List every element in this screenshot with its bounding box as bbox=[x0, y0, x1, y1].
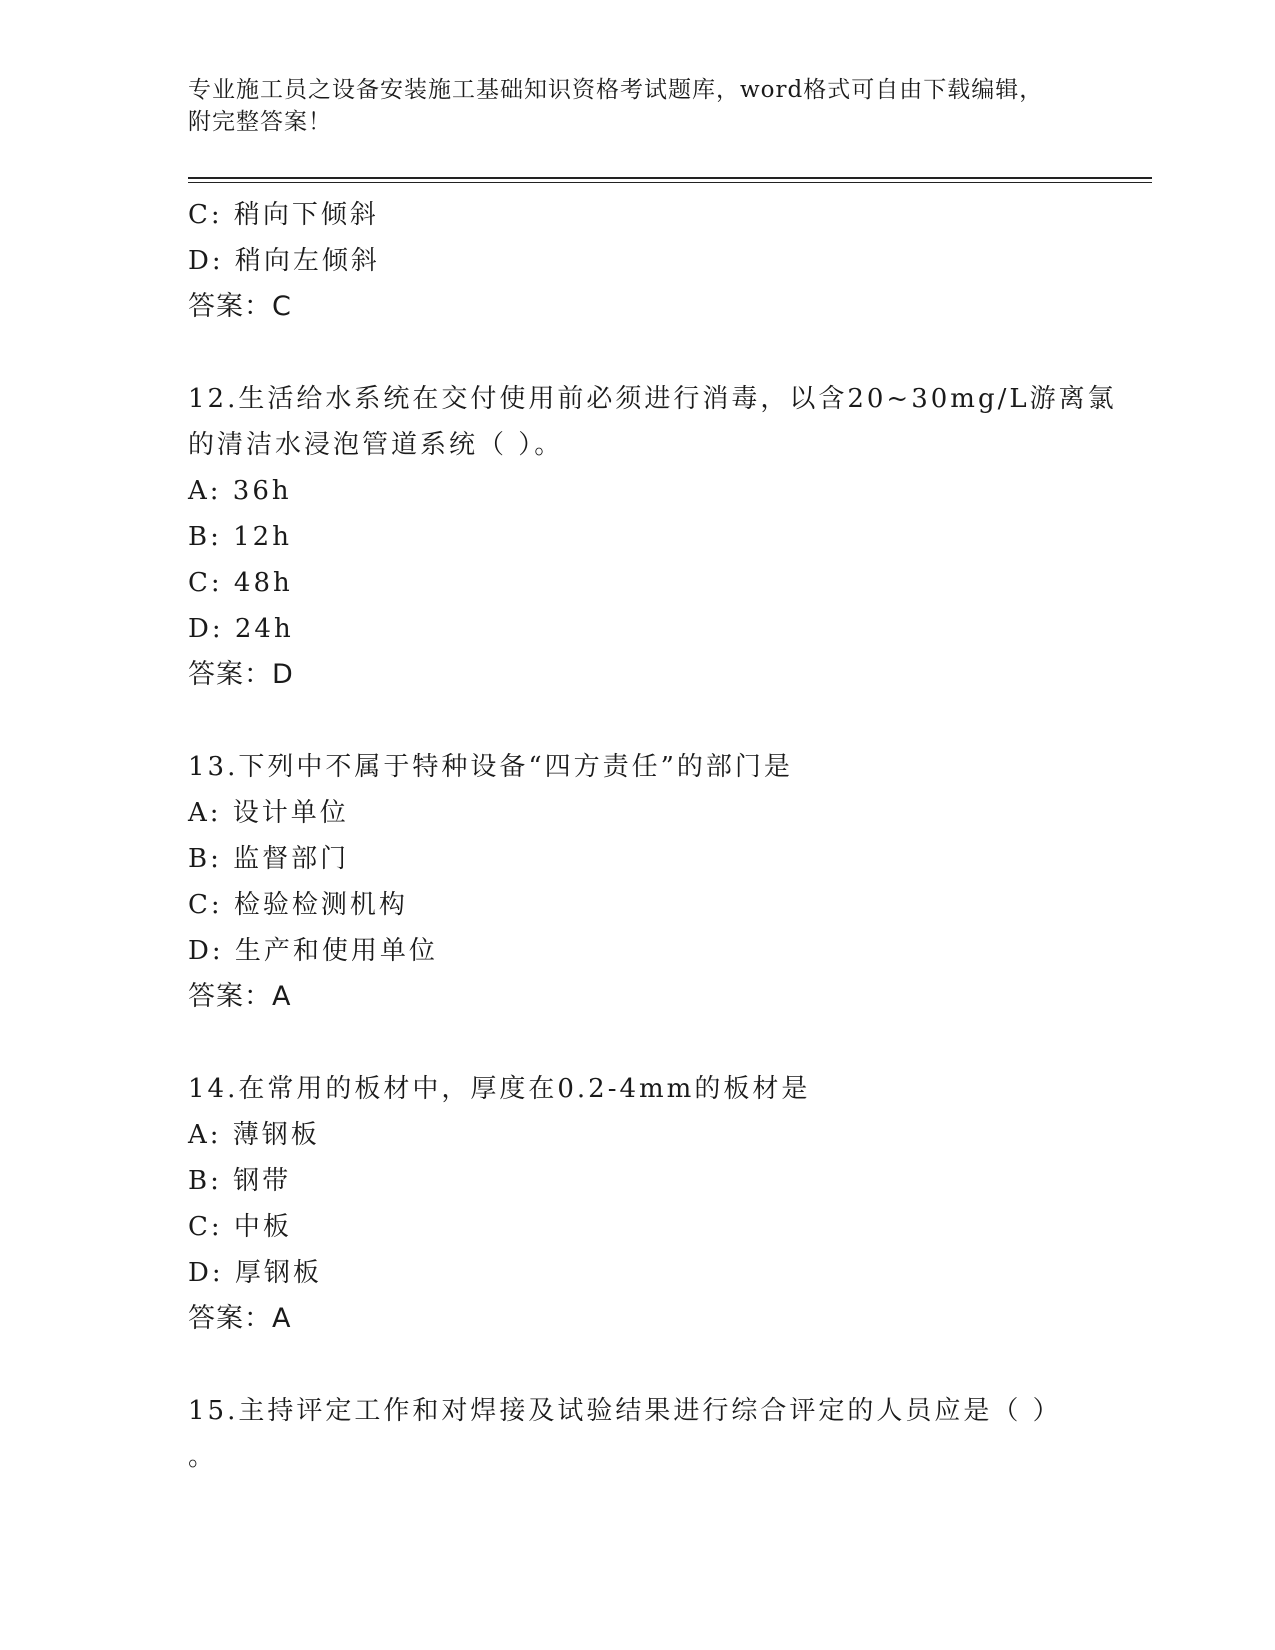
question-text-line-1: 13.下列中不属于特种设备“四方责任”的部门是 bbox=[188, 752, 793, 782]
option-c: C: 48h bbox=[188, 568, 293, 598]
question-text-line-2: 的清洁水浸泡管道系统（ ）。 bbox=[188, 430, 564, 460]
spacer bbox=[188, 1020, 1088, 1066]
header-divider-thin bbox=[188, 182, 1152, 183]
answer-line: 答案：C bbox=[188, 291, 292, 322]
option-c: C: 中板 bbox=[188, 1212, 292, 1242]
option-a: A: 36h bbox=[188, 476, 292, 506]
header-line-1: 专业施工员之设备安装施工基础知识资格考试题库，word格式可自由下载编辑， bbox=[188, 77, 1044, 103]
question-11-tail bbox=[188, 192, 1088, 330]
option-b: B: 监督部门 bbox=[188, 844, 350, 874]
option-c: C: 稍向下倾斜 bbox=[188, 200, 379, 230]
question-14 bbox=[188, 1066, 1088, 1342]
option-b: B: 12h bbox=[188, 522, 292, 552]
option-d: D: 24h bbox=[188, 614, 294, 644]
option-b: B: 钢带 bbox=[188, 1166, 292, 1196]
question-13 bbox=[188, 744, 1088, 1020]
option-d: D: 厚钢板 bbox=[188, 1258, 322, 1288]
spacer bbox=[188, 698, 1088, 744]
answer-line: 答案：D bbox=[188, 659, 294, 690]
question-12 bbox=[188, 376, 1117, 698]
question-text-line-1: 14.在常用的板材中，厚度在0.2-4mm的板材是 bbox=[188, 1074, 811, 1104]
option-a: A: 设计单位 bbox=[188, 798, 349, 828]
question-15 bbox=[188, 1388, 1088, 1480]
document-header bbox=[188, 74, 1068, 138]
option-a: A: 薄钢板 bbox=[188, 1120, 320, 1150]
spacer bbox=[188, 1342, 1088, 1388]
option-c: C: 检验检测机构 bbox=[188, 890, 408, 920]
header-divider-thick bbox=[188, 177, 1152, 179]
header-line-2: 附完整答案！ bbox=[188, 109, 332, 135]
question-text-line-1: 12.生活给水系统在交付使用前必须进行消毒，以含20~30mg/L游离氯 bbox=[188, 384, 1117, 414]
option-d: D: 稍向左倾斜 bbox=[188, 246, 380, 276]
question-text-line-1: 15.主持评定工作和对焊接及试验结果进行综合评定的人员应是（ ） bbox=[188, 1396, 1062, 1426]
question-list bbox=[188, 192, 1117, 1480]
answer-line: 答案：A bbox=[188, 1303, 292, 1334]
option-d: D: 生产和使用单位 bbox=[188, 936, 438, 966]
answer-line: 答案：A bbox=[188, 981, 292, 1012]
question-text-line-2: 。 bbox=[188, 1442, 218, 1472]
spacer bbox=[188, 330, 1088, 376]
